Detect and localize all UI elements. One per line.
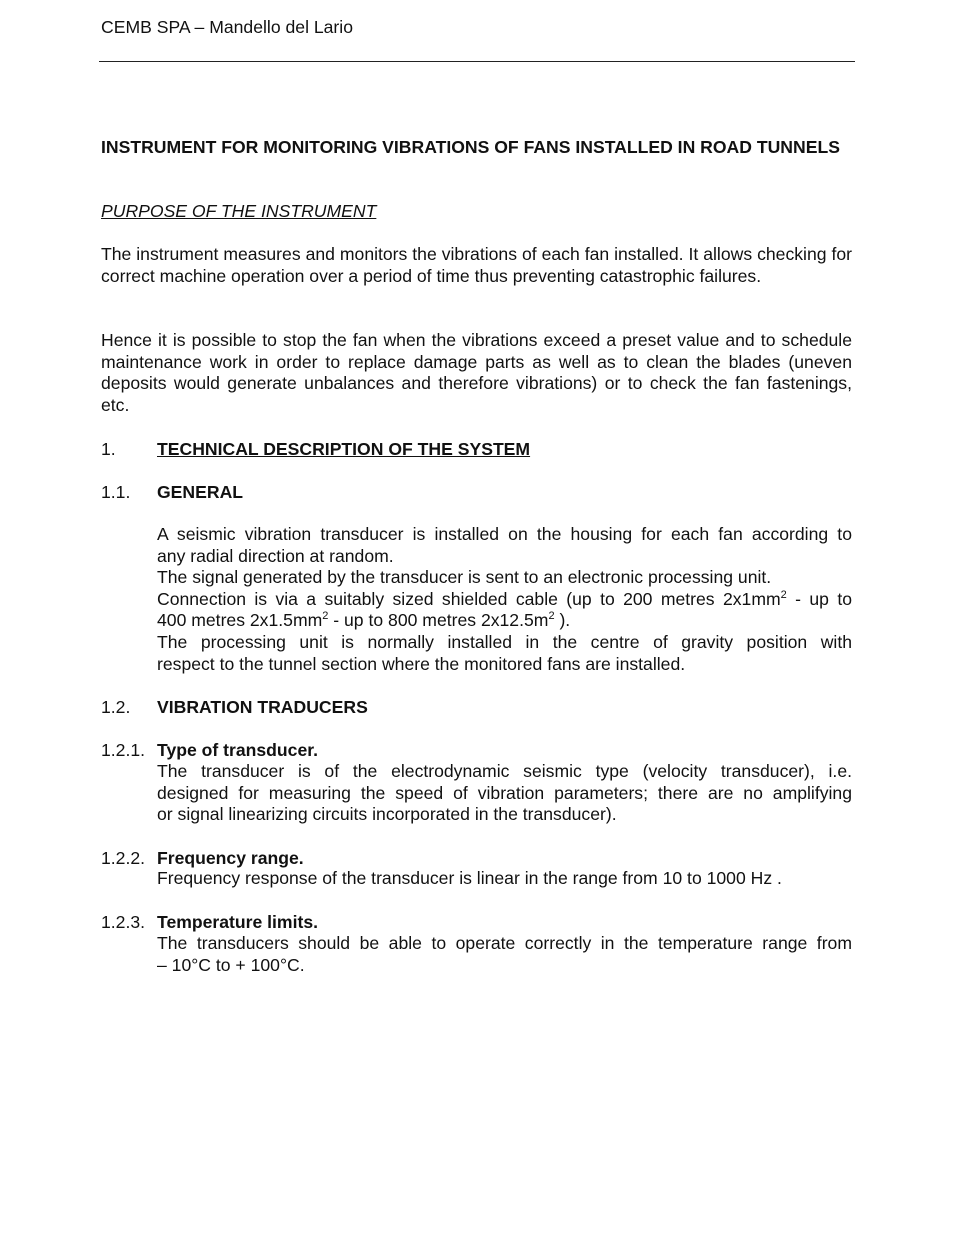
body-line	[157, 610, 852, 632]
document-title: INSTRUMENT FOR MONITORING VIBRATIONS OF FANS INSTALLED IN ROAD TUNNELS	[101, 137, 840, 157]
body-line: The transducers should be able to operate correctly in the temperature range from	[157, 933, 852, 953]
superscript: 2	[322, 610, 329, 623]
body-text: ).	[554, 610, 571, 631]
purpose-heading: PURPOSE OF THE INSTRUMENT	[101, 201, 377, 221]
body-line: The transducer is of the electrodynamic seismic type (velocity transducer), i.e.	[157, 761, 852, 781]
body-line: A seismic vibration transducer is installed on the housing for each fan according to	[157, 524, 852, 544]
body-text: - up to 800 metres 2x12.5m	[328, 610, 549, 631]
body-text: 400 metres 2x1.5mm	[157, 610, 323, 631]
page-header-company: CEMB SPA – Mandello del Lario	[101, 17, 353, 37]
section-1-2-2-title: Frequency range.	[157, 848, 304, 868]
body-line: The signal generated by the transducer is sent to an electronic processing unit.	[157, 567, 772, 588]
section-1-1-body	[157, 524, 852, 675]
section-1-2-1-number: 1.2.1.	[101, 740, 146, 760]
section-1-2-1-title: Type of transducer.	[157, 740, 318, 760]
section-1-2-2-number: 1.2.2.	[101, 848, 146, 868]
section-1-1-title: GENERAL	[157, 482, 244, 502]
body-line: or signal linearizing circuits incorporated in the transducer).	[157, 804, 617, 825]
superscript: 2	[780, 588, 787, 601]
purpose-paragraph-2: Hence it is possible to stop the fan when the vibrations exceed a preset value and to schedule maintenance work in order to replace damage parts as well as to clean the blades (uneven deposits would generate unbalances and therefore vibrations) or to check the fan fastenings, etc.	[101, 330, 852, 415]
section-1-2-number: 1.2.	[101, 697, 131, 717]
section-1-1-number: 1.1.	[101, 482, 131, 502]
section-1-2-3-title: Temperature limits.	[157, 912, 318, 932]
superscript: 2	[548, 610, 555, 623]
body-line: respect to the tunnel section where the monitored fans are installed.	[157, 653, 686, 674]
body-line	[157, 589, 852, 611]
section-1-2-2-body: Frequency response of the transducer is linear in the range from 10 to 1000 Hz .	[157, 868, 782, 888]
header-divider	[99, 61, 855, 62]
body-text: Connection is via a suitably sized shielded cable (up to 200 metres 2x1mm	[157, 588, 781, 609]
body-line: – 10°C to + 100°C.	[157, 954, 305, 975]
section-1-2-3-body	[157, 933, 852, 976]
body-line: designed for measuring the speed of vibration parameters; there are no amplifying	[157, 782, 852, 803]
section-1-2-1-body	[157, 761, 852, 826]
section-1-number: 1.	[101, 439, 116, 459]
purpose-paragraph-1: The instrument measures and monitors the vibrations of each fan installed. It allows checking for correct machine operation over a period of time thus preventing catastrophic failures.	[101, 244, 852, 286]
section-1-2-3-number: 1.2.3.	[101, 912, 146, 932]
body-text: - up to	[786, 588, 852, 609]
body-line: any radial direction at random.	[157, 545, 394, 566]
body-line: The processing unit is normally installed in the centre of gravity position with	[157, 631, 852, 652]
section-1-title: TECHNICAL DESCRIPTION OF THE SYSTEM	[157, 439, 531, 459]
section-1-2-title: VIBRATION TRADUCERS	[157, 697, 368, 717]
